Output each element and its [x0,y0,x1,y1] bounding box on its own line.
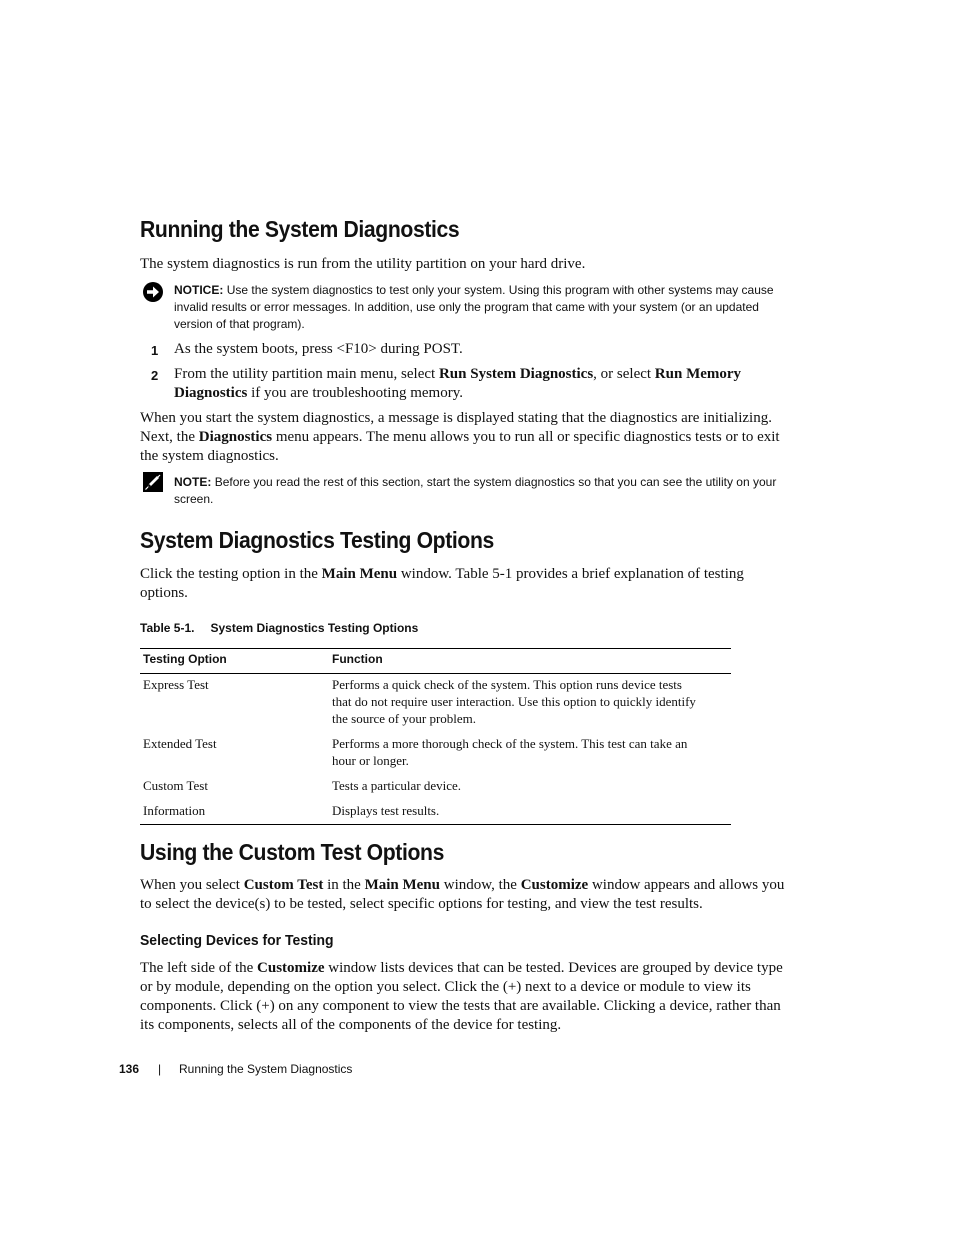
paragraph-text: Next, the [140,429,199,445]
paragraph-text: menu appears. The menu allows you to run all or specific diagnostics tests or to exit [272,429,780,445]
note-pencil-icon [142,471,164,493]
section-heading-testing-options: System Diagnostics Testing Options [140,527,494,553]
ui-term-run-system-diagnostics: Run System Diagnostics [438,366,594,382]
table-header-testing-option: Testing Option [143,652,227,666]
notice-line-2: invalid results or error messages. In addition, use only the program that came with your system (or an updated [174,300,759,314]
note-text [174,474,814,508]
custom-test-paragraph [140,876,815,914]
subheading-selecting-devices: Selecting Devices for Testing [140,932,334,949]
table-cell-option: Information [143,803,206,818]
ui-term-customize: Customize [257,960,325,976]
paragraph-line: its components, selects all of the components of the device for testing. [140,1017,562,1033]
footer-separator: | [158,1062,162,1076]
page-number: 136 [119,1062,140,1076]
table-cell-function: Tests a particular device. [332,778,462,793]
step-item [140,365,815,405]
testing-options-table [140,648,731,826]
step-number: 1 [151,343,159,358]
ui-term-main-menu: Main Menu [364,877,440,893]
table-cell-function [332,735,727,769]
step-text-part: From the utility partition main menu, select [174,366,439,382]
cell-line: the source of your problem. [332,711,477,726]
table-header-rule [140,673,731,674]
notice-label: NOTICE: [174,283,224,297]
selecting-devices-paragraph [140,959,815,1035]
note-callout [140,471,815,511]
ui-term-diagnostics-menu: Diagnostics [198,429,273,445]
footer-chapter-title: Running the System Diagnostics [179,1062,353,1076]
paragraph-text: window, the [440,877,521,893]
notice-line-1: Use the system diagnostics to test only your system. Using this program with other systems may cause [226,283,774,297]
testing-options-paragraph [140,565,815,603]
step-text-part: if you are troubleshooting memory. [247,385,463,401]
cell-line: hour or longer. [332,753,409,768]
paragraph-text: window lists devices that can be tested. Devices are grouped by device type [324,960,783,976]
paragraph-text: Click the testing option in the [140,566,322,582]
table-cell-option: Express Test [143,677,209,692]
paragraph-line: the system diagnostics. [140,448,279,464]
paragraph-text: window appears and allows you [588,877,785,893]
table-caption-title: System Diagnostics Testing Options [210,621,419,635]
paragraph-text: window. Table 5-1 provides a brief explanation of testing [397,566,744,582]
step-text-part: , or select [593,366,655,382]
ui-term-main-menu: Main Menu [321,566,398,582]
paragraph-line: options. [140,585,188,601]
notice-arrow-icon [142,281,164,303]
cell-line: that do not require user interaction. Use this option to quickly identify [332,694,696,709]
note-line-1: Before you read the rest of this section, start the system diagnostics so that you can see the utility on your [214,475,777,489]
section-heading-running-diagnostics: Running the System Diagnostics [140,216,460,242]
table-header-function: Function [332,652,383,666]
table-top-rule [140,648,731,649]
ui-term-diagnostics: Diagnostics [174,385,248,401]
intro-paragraph: The system diagnostics is run from the utility partition on your hard drive. [140,256,586,272]
step-text: As the system boots, press <F10> during POST. [174,341,463,357]
paragraph-line: or by module, depending on the option you select. Click the (+) next to a device or module to view its [140,979,751,995]
paragraph-text: in the [323,877,365,893]
paragraph-line: to select the device(s) to be tested, select specific options for testing, and view the test results. [140,896,703,912]
step-number: 2 [151,368,159,383]
table-caption-number: Table 5-1. [140,621,195,635]
paragraph-text: When you select [140,877,244,893]
step-text [174,365,794,403]
table-cell-function: Displays test results. [332,803,440,818]
step-item [140,340,815,360]
table-cell-option: Custom Test [143,778,208,793]
ui-term-run-memory: Run Memory [654,366,742,382]
paragraph-line: When you start the system diagnostics, a message is displayed stating that the diagnostics are initializing. [140,410,772,426]
cell-line: Performs a quick check of the system. This option runs device tests [332,677,682,692]
ui-term-custom-test: Custom Test [243,877,324,893]
note-label: NOTE: [174,475,212,489]
ui-term-customize: Customize [520,877,589,893]
notice-line-3: version of that program). [174,317,305,331]
table-caption [140,621,418,635]
table-bottom-rule [140,824,731,825]
paragraph-line: components. Click (+) on any component to view the tests that are available. Clicking a device, rather than [140,998,781,1014]
section-heading-custom-test-options: Using the Custom Test Options [140,839,445,865]
table-cell-function [332,676,727,727]
paragraph-text: The left side of the [140,960,258,976]
notice-text [174,282,814,333]
notice-callout [140,281,815,335]
cell-line: Performs a more thorough check of the system. This test can take an [332,736,688,751]
start-diagnostics-paragraph [140,409,815,466]
note-line-2: screen. [174,492,214,506]
table-cell-option: Extended Test [143,736,217,751]
